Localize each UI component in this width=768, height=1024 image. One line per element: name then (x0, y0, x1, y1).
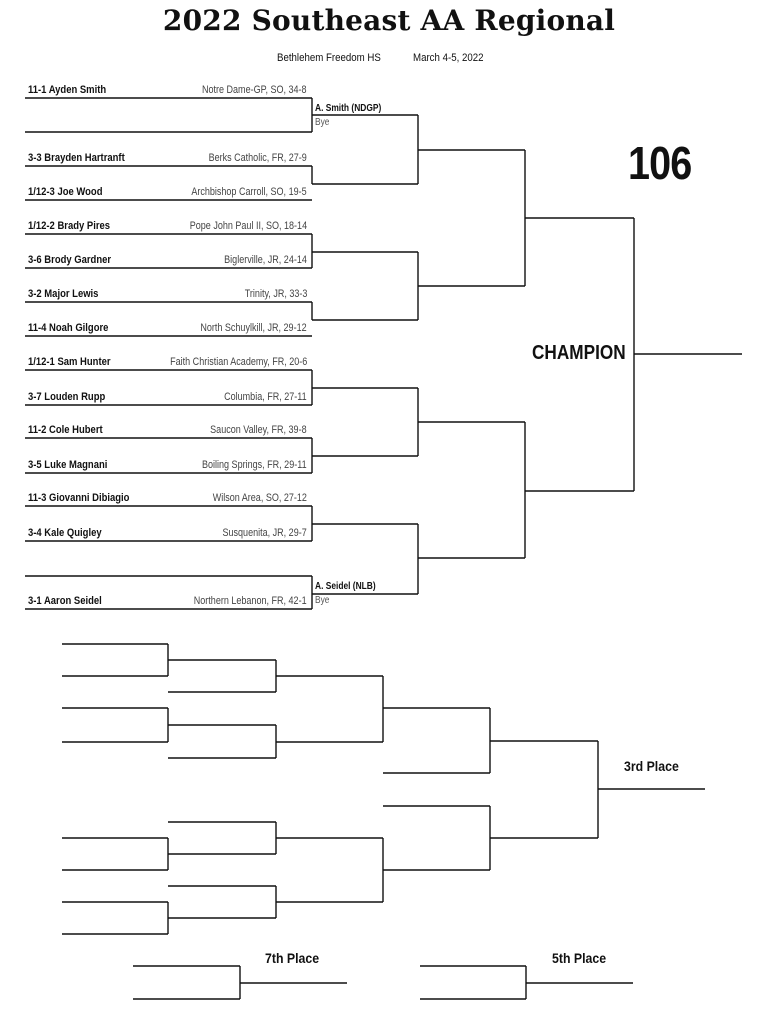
wrestler-name: 3-3 Brayden Hartranft (28, 152, 125, 164)
champion-label: CHAMPION (532, 342, 626, 364)
wrestler-name: 11-4 Noah Gilgore (28, 322, 109, 334)
bracket-entry (25, 83, 313, 97)
wrestler-name: 11-2 Cole Hubert (28, 424, 103, 436)
wrestler-name: 11-3 Giovanni Dibiagio (28, 492, 130, 504)
wrestler-school-record: Berks Catholic, FR, 27-9 (208, 152, 307, 164)
wrestler-school-record: North Schuylkill, JR, 29-12 (200, 322, 307, 334)
wrestler-school-record: Northern Lebanon, FR, 42-1 (194, 595, 307, 607)
top-advance-winner: A. Smith (NDGP) (315, 103, 382, 114)
wrestler-name: 3-5 Luke Magnani (28, 459, 108, 471)
page-title: 2022 Southeast AA Regional (162, 4, 616, 37)
bracket-entry (25, 390, 313, 404)
wrestler-school-record: Boiling Springs, FR, 29-11 (202, 459, 307, 471)
bracket-entry (25, 287, 313, 301)
bracket-entry (25, 491, 313, 505)
wrestler-name: 3-2 Major Lewis (28, 288, 99, 300)
wrestler-school-record: Faith Christian Academy, FR, 20-6 (169, 356, 307, 368)
wrestler-school-record: Archbishop Carroll, SO, 19-5 (191, 186, 307, 198)
weight-class-label: 106 (628, 137, 692, 189)
bottom-advance-winner: A. Seidel (NLB) (315, 581, 376, 592)
wrestler-name: 3-4 Kale Quigley (28, 527, 102, 539)
wrestler-school-record: Saucon Valley, FR, 39-8 (210, 424, 307, 436)
bracket-entry (25, 561, 313, 575)
bracket-entry (25, 423, 313, 437)
dates-label: March 4-5, 2022 (413, 52, 484, 64)
bracket-entry (25, 117, 313, 131)
bracket-entry (25, 253, 313, 267)
bottom-advance-note: Bye (315, 595, 330, 606)
wrestler-name: 3-6 Brody Gardner (28, 254, 112, 266)
top-advance-note: Bye (315, 117, 330, 128)
bracket-entry (25, 219, 313, 233)
bracket-entry (25, 594, 313, 608)
venue-label: Bethlehem Freedom HS (277, 52, 381, 64)
bracket-entry (25, 526, 313, 540)
wrestler-name: 1/12-1 Sam Hunter (28, 356, 111, 368)
wrestler-school-record: Trinity, JR, 33-3 (244, 288, 307, 300)
wrestler-name: 1/12-2 Brady Pires (28, 220, 111, 232)
wrestler-school-record: Pope John Paul II, SO, 18-14 (189, 220, 307, 232)
bracket-entry (25, 151, 313, 165)
wrestler-school-record: Wilson Area, SO, 27-12 (212, 492, 307, 504)
wrestler-name: 11-1 Ayden Smith (28, 84, 107, 96)
fifth-place-label: 5th Place (552, 950, 607, 966)
seventh-place-label: 7th Place (265, 950, 320, 966)
bracket-entry (25, 185, 313, 199)
bracket-entry (25, 321, 313, 335)
championship-bracket-lines (312, 98, 742, 609)
bracket-entry (25, 458, 313, 472)
placement-lines (133, 966, 633, 999)
wrestler-name: 3-1 Aaron Seidel (28, 595, 102, 607)
wrestler-school-record: Biglerville, JR, 24-14 (224, 254, 307, 266)
consolation-bracket-lines (62, 644, 705, 934)
wrestler-school-record: Notre Dame-GP, SO, 34-8 (202, 84, 307, 96)
third-place-label: 3rd Place (624, 758, 679, 774)
wrestler-name: 3-7 Louden Rupp (28, 391, 106, 403)
bracket-entry (25, 355, 313, 369)
wrestler-school-record: Susquenita, JR, 29-7 (222, 527, 307, 539)
wrestler-name: 1/12-3 Joe Wood (28, 186, 103, 198)
wrestler-school-record: Columbia, FR, 27-11 (224, 391, 307, 403)
